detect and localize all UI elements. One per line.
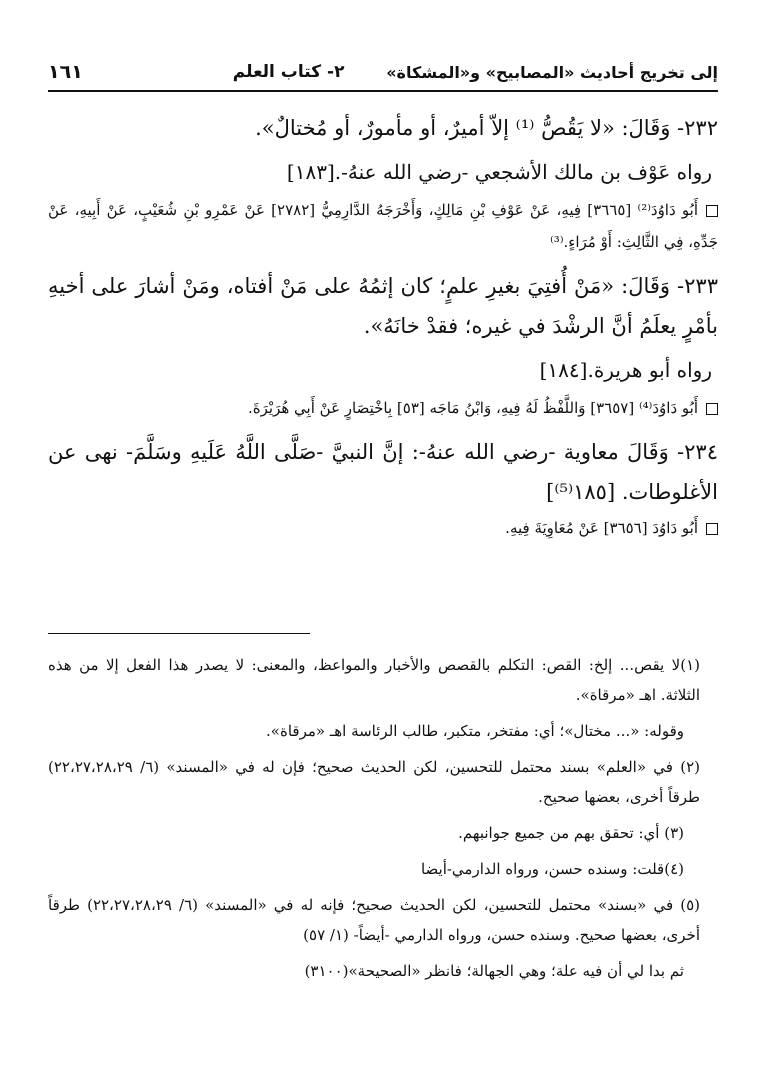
running-title: إلى تخريج أحاديث «المصابيح» و«المشكاة»	[386, 62, 718, 82]
main-text	[48, 108, 718, 552]
footnote-1: (١)لا يقص... إلخ: القص: التكلم بالقصص والأخبار والمواعظ، والمعنى: لا يصدر هذا الفعل إلا من هذه الثلاثة. اهـ «مرقاة».	[48, 656, 700, 704]
page-header	[48, 54, 718, 90]
takhrij-text: أَبُو دَاوُدَ⁽⁴⁾ [٣٦٥٧] وَاللَّفْظُ لَهُ فِيهِ، وَابْنُ مَاجَه [٥٣] بِاخْتِصَارٍ عَنْ أَبِي هُرَيْرَةَ.	[248, 399, 698, 417]
footnotes	[48, 650, 718, 992]
hadith-233: ٢٣٣- وَقَالَ: «مَنْ أُفتِيَ بغيرِ علمٍ؛ كان إثمُهُ على مَنْ أفتاه، ومَنْ أشارَ على أخيهِ بأمْرٍ يعلَمُ أنَّ الرشْدَ في غيره؛ فقدْ خانَهُ».	[48, 274, 718, 338]
footnote-5-cont: ثم بدا لي أن فيه علة؛ وهي الجهالة؛ فانظر «الصحيحة»(٣١٠٠)	[304, 962, 684, 980]
header-rule	[48, 90, 718, 92]
hadith-234: ٢٣٤- وَقَالَ معاوية -رضي الله عنهُ-: إنَّ النبيَّ -صَلَّى اللَّهُ عَلَيهِ وسَلَّمَ- نهى عن الأغلوطات. [١٨٥⁽⁵⁾]	[48, 440, 718, 504]
footnote-separator	[48, 633, 310, 634]
book-page	[48, 0, 718, 1091]
square-bullet-icon	[706, 205, 718, 217]
footnote-5: (٥) في «بسند» محتمل للتحسين، لكن الحديث صحيح؛ فإنه له في «المسند» (٦/ ٢٢،٢٧،٢٨،٢٩) طرقاً أخرى، بعضها صحيح. وسنده حسن، ورواه الدارمي -أيضاً- (١/ ٥٧)	[48, 896, 701, 944]
takhrij-233	[48, 392, 718, 424]
footnote-3: (٣) أي: تحقق بهم من جميع جوانبهم.	[458, 824, 684, 842]
narration-233: رواه أبو هريرة.[١٨٤]	[539, 358, 712, 382]
footnote-4: (٤)قلت: وسنده حسن، ورواه الدارمي-أيضا	[420, 860, 684, 878]
takhrij-text: أَبُو دَاوُدَ⁽²⁾ [٣٦٦٥] فِيهِ، عَنْ عَوْفِ بْنِ مَالِكٍ، وَأَخْرَجَهُ الدَّارِمِيُّ [٢٧٨٢] عَنْ عَمْرِو بْنِ شُعَيْبٍ، عَنْ أَبِيهِ، عَنْ جَدِّهِ، فِي الثَّالِثِ: أَوْ مُرَاءٍ.⁽³⁾	[48, 201, 718, 251]
takhrij-232	[48, 194, 718, 258]
narration-232: رواه عَوْف بن مالك الأشجعي -رضي الله عنهُ-.[١٨٣]	[286, 160, 712, 184]
chapter-title: ٢- كتاب العلم	[232, 62, 345, 82]
page-number: ١٦١	[48, 61, 83, 83]
square-bullet-icon	[706, 523, 718, 535]
footnote-2: (٢) في «العلم» بسند محتمل للتحسين، لكن الحديث صحيح؛ فإن له في «المسند» (٦/ ٢٢،٢٧،٢٨،٢٩) طرقاً أخرى، بعضها صحيح.	[48, 758, 700, 806]
takhrij-234	[48, 512, 718, 544]
footnote-1-cont: وقوله: «... مختال»؛ أي: مفتخر، متكبر، طالب الرئاسة اهـ «مرقاة».	[266, 722, 684, 740]
square-bullet-icon	[706, 403, 718, 415]
takhrij-text: أَبُو دَاوُدَ [٣٦٥٦] عَنْ مُعَاوِيَةَ فِيهِ.	[505, 519, 698, 537]
hadith-232: ٢٣٢- وَقَالَ: «لا يَقُصُّ ⁽¹⁾ إلاّ أميرٌ، أو مأمورٌ، أو مُختالٌ».	[255, 116, 718, 140]
